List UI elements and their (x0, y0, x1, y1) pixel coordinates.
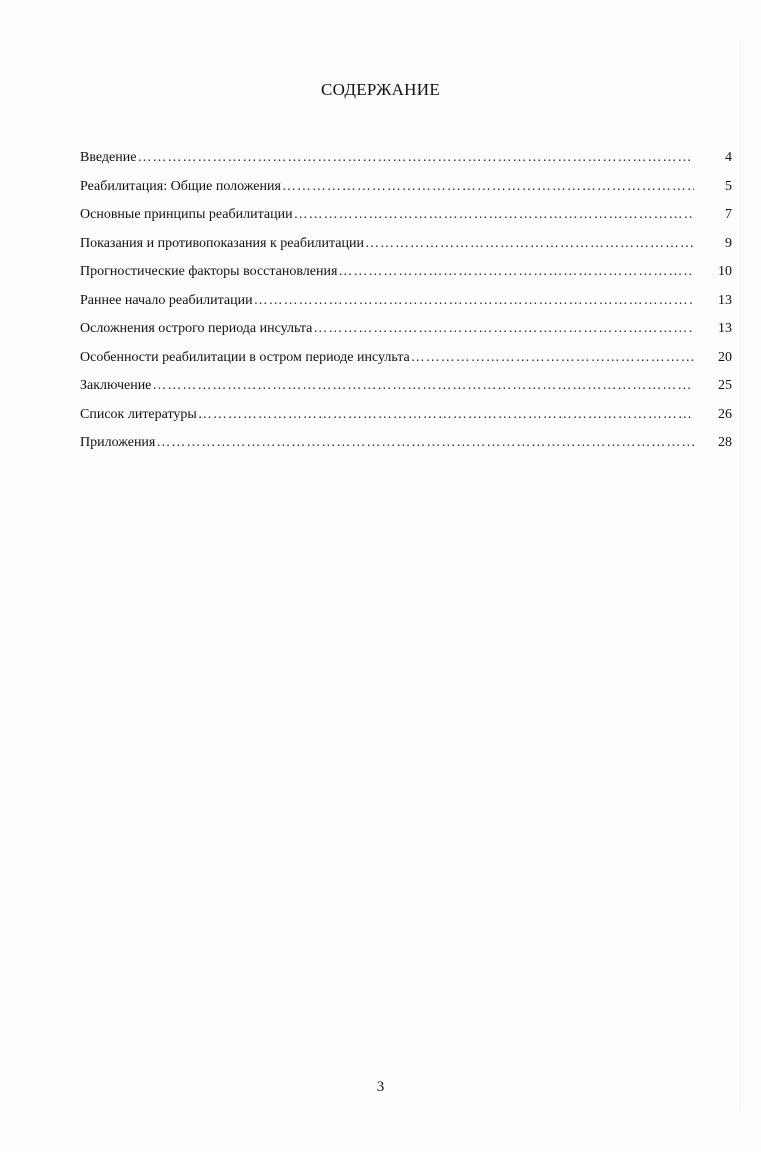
toc-entry-page: 5 (725, 178, 732, 194)
toc-entry-page: 9 (725, 235, 732, 251)
toc-entry-title: Показания и противопоказания к реабилитации (80, 235, 364, 251)
toc-entry-page: 25 (718, 378, 732, 393)
toc-entry (80, 207, 732, 236)
dot-leader (198, 407, 694, 423)
toc-entry (80, 293, 732, 322)
dot-leader (338, 264, 694, 280)
dot-leader (313, 321, 694, 337)
dot-leader (365, 236, 694, 252)
toc-entry-title: Прогностические факторы восстановления (80, 264, 338, 279)
dot-leader (137, 150, 694, 166)
toc-entry-page: 4 (725, 150, 732, 165)
scan-artifact-line (740, 40, 741, 1110)
toc-entry (80, 150, 732, 179)
toc-entry-page: 10 (718, 264, 732, 279)
toc-entry-title: Реабилитация: Общие положения (80, 178, 281, 194)
toc-entry-title: Осложнения острого периода инсульта (80, 321, 313, 336)
table-of-contents (80, 150, 732, 464)
toc-entry-title: Заключение (80, 378, 152, 393)
toc-entry-title: Приложения (80, 435, 156, 450)
dot-leader (254, 293, 694, 309)
toc-entry (80, 236, 732, 265)
toc-entry (80, 407, 732, 436)
toc-entry (80, 264, 732, 293)
toc-entry-title: Список литературы (80, 406, 197, 422)
toc-entry-title: Раннее начало реабилитации (80, 292, 253, 308)
dot-leader (411, 350, 694, 366)
toc-entry (80, 321, 732, 350)
toc-entry-page: 26 (718, 406, 732, 422)
toc-entry-page: 7 (725, 207, 732, 222)
toc-entry-title: Особенности реабилитации в остром периоде инсульта (80, 349, 410, 365)
toc-entry (80, 435, 732, 464)
toc-entry-page: 20 (718, 349, 732, 365)
toc-entry-page: 13 (718, 321, 732, 336)
dot-leader (282, 179, 694, 195)
toc-entry-title: Введение (80, 150, 137, 165)
toc-entry (80, 378, 732, 407)
page-number: 3 (376, 1079, 385, 1095)
toc-entry-title: Основные принципы реабилитации (80, 207, 293, 222)
dot-leader (156, 435, 694, 451)
dot-leader (294, 207, 694, 223)
toc-entry-page: 28 (718, 435, 732, 450)
toc-entry-page: 13 (718, 292, 732, 308)
dot-leader (152, 378, 694, 394)
page-title: СОДЕРЖАНИЕ (320, 80, 441, 99)
toc-entry (80, 179, 732, 208)
toc-entry (80, 350, 732, 379)
